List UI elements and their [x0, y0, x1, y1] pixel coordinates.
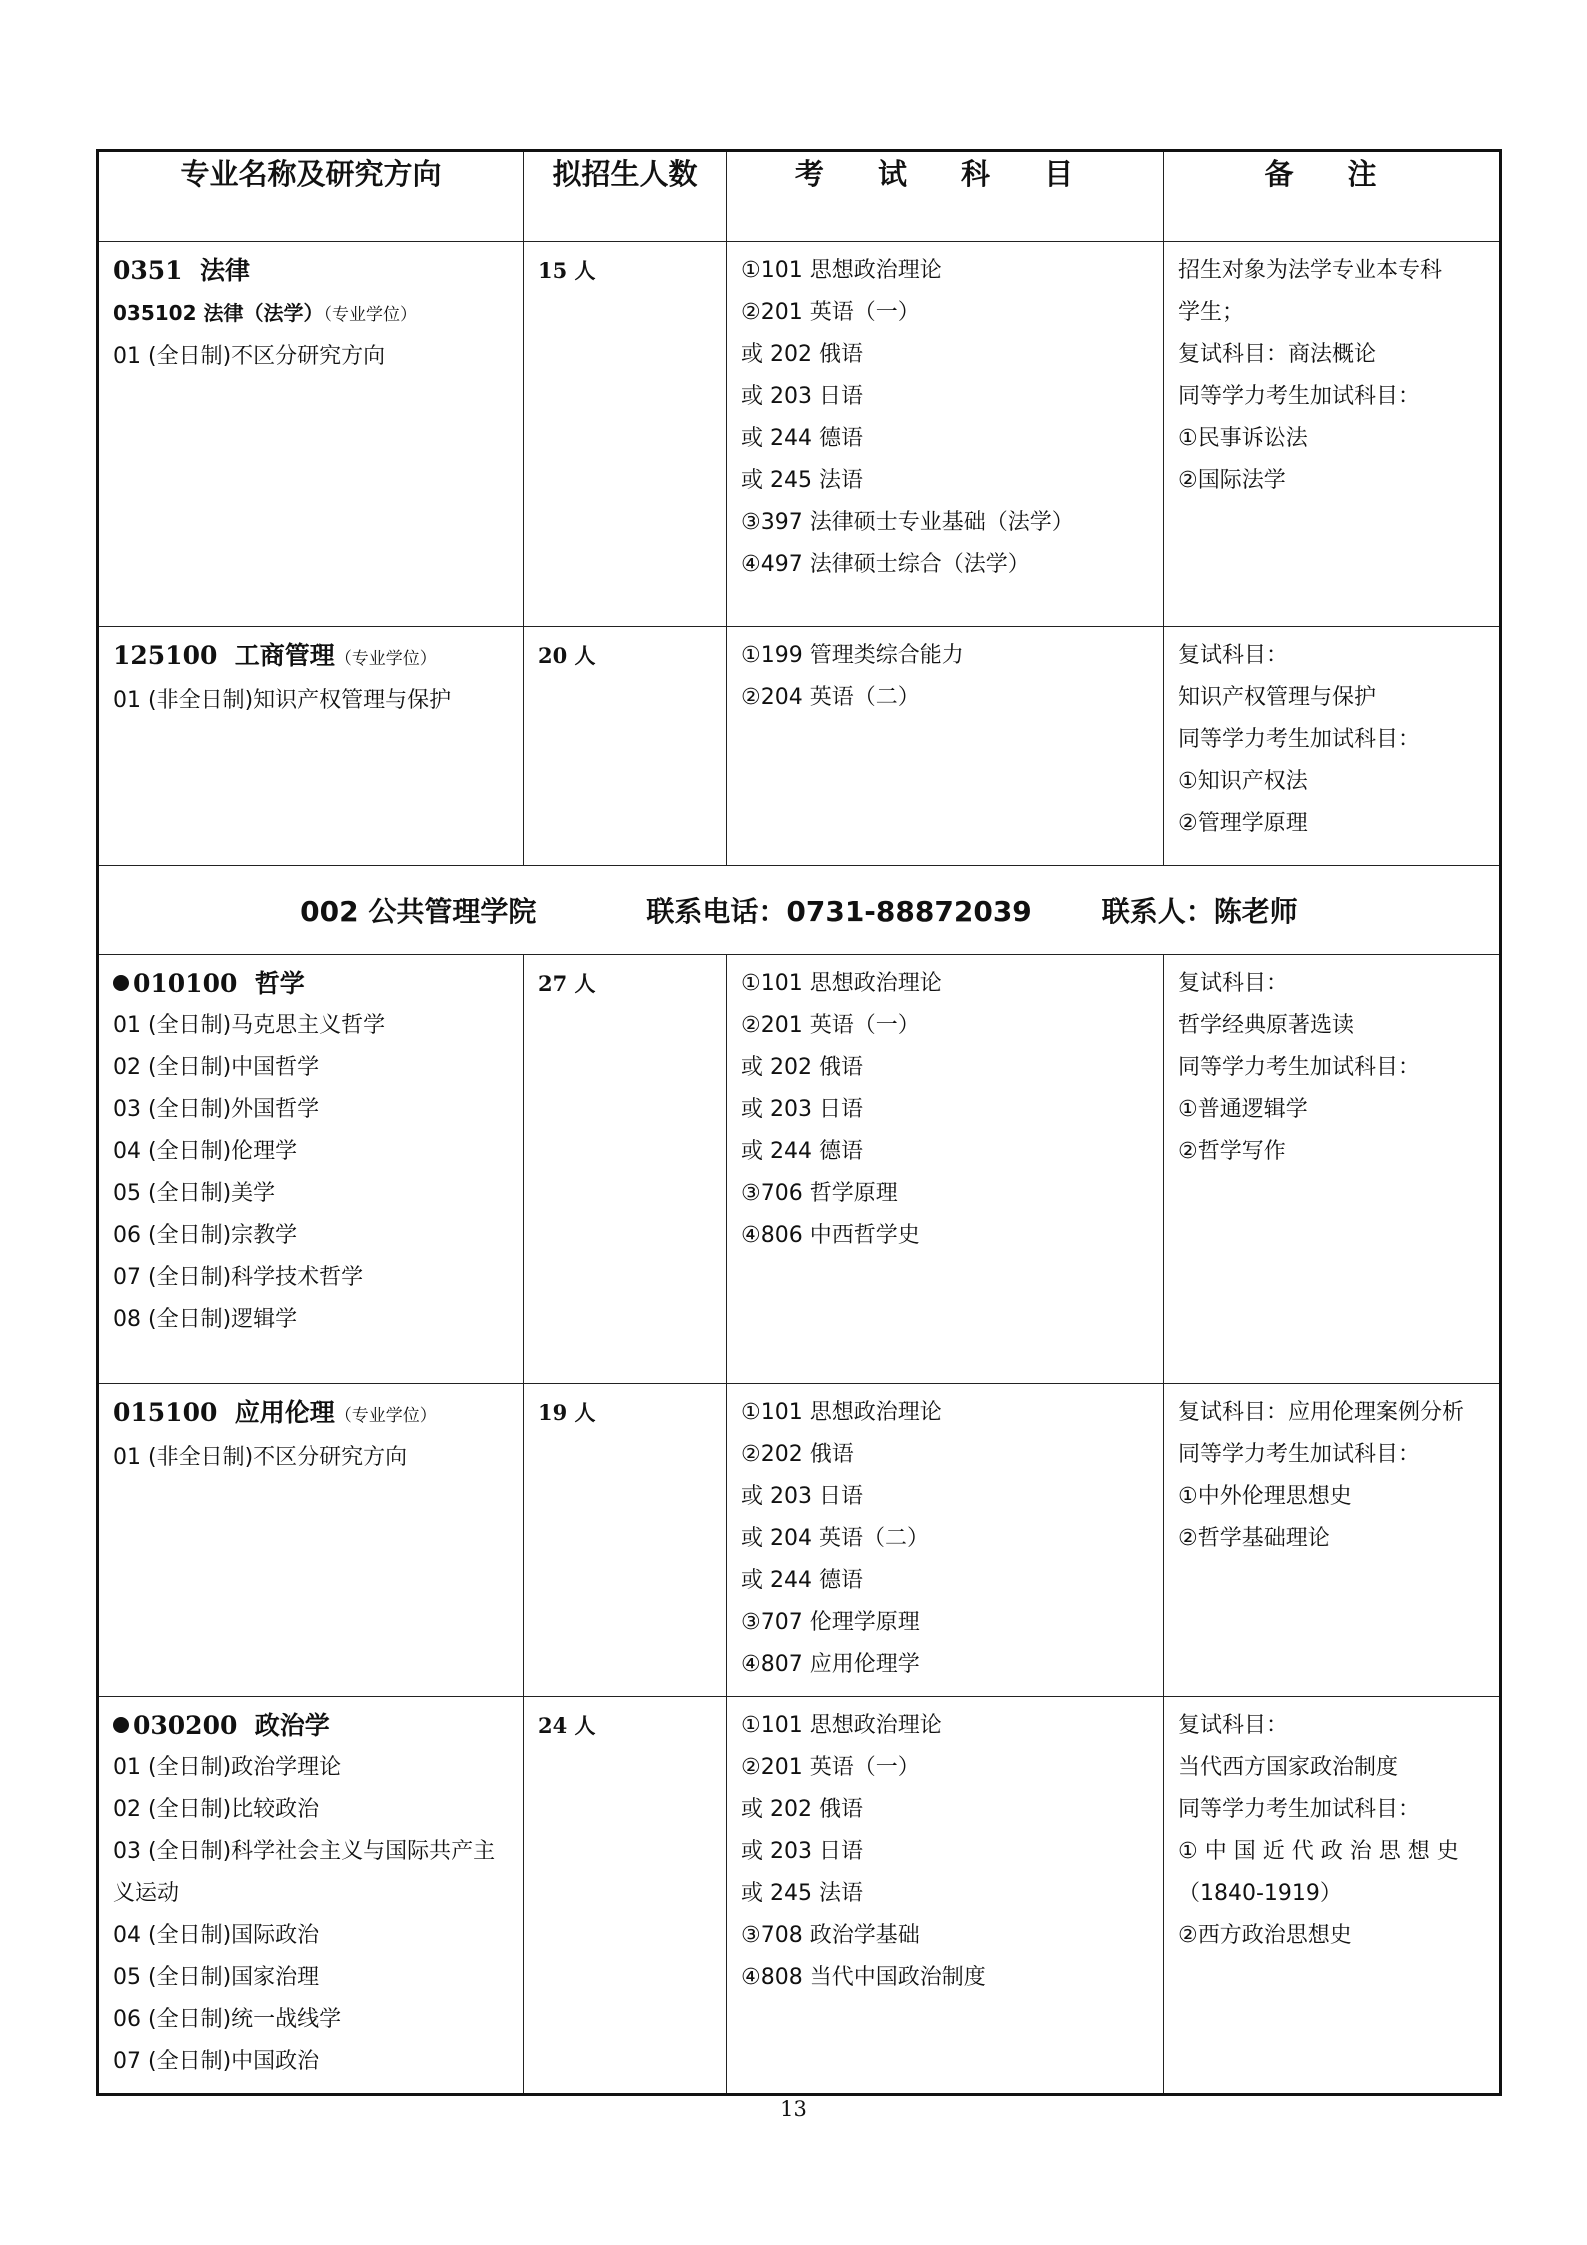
remark: ②哲学基础理论: [1178, 1526, 1330, 1551]
subject: 或 202 俄语: [741, 1055, 863, 1080]
direction: 08 (全日制)逻辑学: [113, 1307, 298, 1332]
subject: 或 203 日语: [741, 1097, 863, 1122]
direction: 02 (全日制)比较政治: [113, 1797, 320, 1822]
direction: 01 (全日制)政治学理论: [113, 1755, 342, 1780]
table-row: [98, 242, 1501, 627]
subject: ①101 思想政治理论: [741, 258, 942, 283]
subject: 或 244 德语: [741, 1139, 863, 1164]
remark: 复试科目：应用伦理案例分析: [1178, 1400, 1465, 1425]
subject: 或 203 日语: [741, 384, 863, 409]
direction: 07 (全日制)中国政治: [113, 2049, 320, 2074]
subject: 或 202 俄语: [741, 1797, 863, 1822]
remark: ②国际法学: [1178, 468, 1286, 493]
remark: 同等学力考生加试科目：: [1178, 1055, 1421, 1080]
quota: 19 人: [538, 1400, 596, 1425]
remark: ①民事诉讼法: [1178, 426, 1308, 451]
remark: 哲学经典原著选读: [1178, 1013, 1355, 1038]
remark: ①中外伦理思想史: [1178, 1484, 1352, 1509]
remark: ②哲学写作: [1178, 1139, 1286, 1164]
subject: 或 203 日语: [741, 1484, 863, 1509]
table-row: [98, 1697, 1501, 2095]
remark: 复试科目：: [1178, 643, 1289, 668]
direction: 01 (全日制)不区分研究方向: [113, 344, 386, 369]
direction: 02 (全日制)中国哲学: [113, 1055, 320, 1080]
direction: 05 (全日制)国家治理: [113, 1965, 320, 1990]
direction: 06 (全日制)统一战线学: [113, 2007, 342, 2032]
subject: ②201 英语（一）: [741, 1755, 920, 1780]
remark: 复试科目：商法概论: [1178, 342, 1377, 367]
remark: 招生对象为法学专业本专科: [1178, 258, 1443, 283]
subject: 或 244 德语: [741, 426, 863, 451]
major-title: 030200 政治学: [113, 1705, 511, 1747]
direction: 03 (全日制)外国哲学: [113, 1097, 320, 1122]
subject: ②201 英语（一）: [741, 300, 920, 325]
remark: 同等学力考生加试科目：: [1178, 727, 1421, 752]
subject: ②202 俄语: [741, 1442, 854, 1467]
remark: 学生；: [1178, 300, 1245, 325]
subject: ④497 法律硕士综合（法学）: [741, 552, 1030, 577]
subject: ①101 思想政治理论: [741, 971, 942, 996]
sub-major: 035102 法律（法学）（专业学位）: [113, 301, 417, 325]
direction: 07 (全日制)科学技术哲学: [113, 1265, 364, 1290]
header-subjects: 考 试 科 目: [727, 151, 1164, 242]
subject: ③397 法律硕士专业基础（法学）: [741, 510, 1074, 535]
major-title: 0351 法律: [113, 256, 251, 285]
table-row: [98, 1384, 1501, 1697]
subject: ②201 英语（一）: [741, 1013, 920, 1038]
direction: 01 (非全日制)不区分研究方向: [113, 1445, 408, 1470]
direction: 03 (全日制)科学社会主义与国际共产主义运动: [113, 1839, 496, 1906]
major-title: 010100 哲学: [113, 963, 511, 1005]
major-title: 015100 应用伦理（专业学位）: [113, 1398, 437, 1427]
bullet-icon: [113, 975, 129, 991]
direction: 01 (全日制)马克思主义哲学: [113, 1013, 386, 1038]
remark: （1840-1919）: [1178, 1881, 1342, 1906]
subject: ④808 当代中国政治制度: [741, 1965, 986, 1990]
subject: ④807 应用伦理学: [741, 1652, 920, 1677]
remark: ②西方政治思想史: [1178, 1923, 1352, 1948]
subject: ④806 中西哲学史: [741, 1223, 920, 1248]
subject: 或 203 日语: [741, 1839, 863, 1864]
department-phone: 联系电话：0731-88872039: [646, 895, 1032, 928]
direction: 04 (全日制)伦理学: [113, 1139, 298, 1164]
remark: 复试科目：: [1178, 971, 1289, 996]
quota: 27 人: [538, 971, 596, 996]
subject: 或 244 德语: [741, 1568, 863, 1593]
subject: ①101 思想政治理论: [741, 1400, 942, 1425]
header-remarks: 备 注: [1164, 151, 1501, 242]
subject: 或 245 法语: [741, 1881, 863, 1906]
subject: ①199 管理类综合能力: [741, 643, 964, 668]
remark: ①普通逻辑学: [1178, 1097, 1308, 1122]
quota: 20 人: [538, 643, 596, 668]
remark: 同等学力考生加试科目：: [1178, 1797, 1421, 1822]
remark: 当代西方国家政治制度: [1178, 1755, 1399, 1780]
subject: 或 202 俄语: [741, 342, 863, 367]
subject: 或 245 法语: [741, 468, 863, 493]
subject: ③707 伦理学原理: [741, 1610, 920, 1635]
direction: 05 (全日制)美学: [113, 1181, 276, 1206]
remark: 同等学力考生加试科目：: [1178, 1442, 1421, 1467]
direction: 01 (非全日制)知识产权管理与保护: [113, 688, 452, 713]
remark: ①知识产权法: [1178, 769, 1308, 794]
major-title: 125100 工商管理（专业学位）: [113, 641, 437, 670]
table-row: [98, 955, 1501, 1384]
table-row: [98, 627, 1501, 866]
remark: ①中国近代政治思想史: [1178, 1839, 1466, 1864]
subject: ③706 哲学原理: [741, 1181, 898, 1206]
header-quota: 拟招生人数: [524, 151, 727, 242]
page-number: 13: [780, 2097, 807, 2121]
direction: 04 (全日制)国际政治: [113, 1923, 320, 1948]
remark: 复试科目：: [1178, 1713, 1289, 1738]
subject: 或 204 英语（二）: [741, 1526, 929, 1551]
subject: ②204 英语（二）: [741, 685, 920, 710]
quota: 15 人: [538, 258, 596, 283]
remark: ②管理学原理: [1178, 811, 1308, 836]
department-name: 002 公共管理学院: [300, 895, 537, 928]
subject: ③708 政治学基础: [741, 1923, 920, 1948]
subject: ①101 思想政治理论: [741, 1713, 942, 1738]
department-contact: 联系人：陈老师: [1101, 895, 1298, 928]
remark: 知识产权管理与保护: [1178, 685, 1377, 710]
quota: 24 人: [538, 1713, 596, 1738]
remark: 同等学力考生加试科目：: [1178, 384, 1421, 409]
header-major: 专业名称及研究方向: [98, 151, 524, 242]
bullet-icon: [113, 1717, 129, 1733]
direction: 06 (全日制)宗教学: [113, 1223, 298, 1248]
department-row: [98, 866, 1501, 955]
admissions-table: [96, 149, 1502, 2096]
header-row: [98, 151, 1501, 242]
